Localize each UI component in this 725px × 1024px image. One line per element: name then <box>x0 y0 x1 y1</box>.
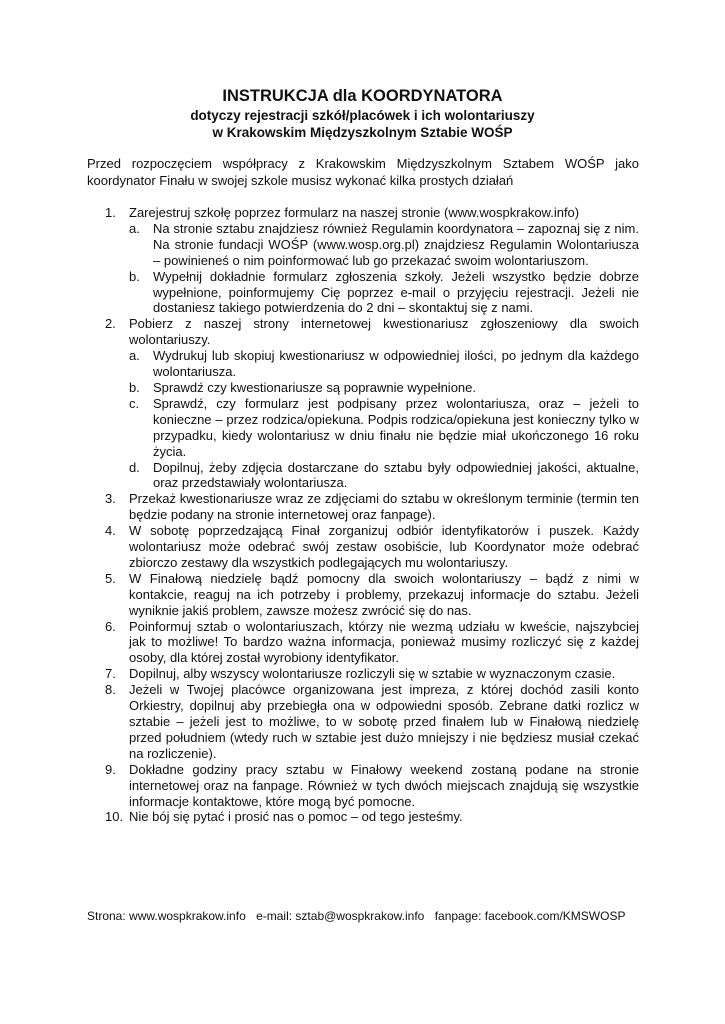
item-number: 4. <box>105 523 116 539</box>
item-text: Dokładne godziny pracy sztabu w Finałowy weekend zostaną podane na stronie internetowej oraz na fanpage. Również w tych dwóch miejscach znajdują się wszystkie informacje kontaktowe, które mogą być pomocne. <box>129 761 639 809</box>
sub-list <box>129 221 639 316</box>
sub-item-letter: b. <box>129 379 140 395</box>
sub-item <box>129 221 639 269</box>
instruction-item <box>87 666 639 682</box>
item-text: Zarejestruj szkołę poprzez formularz na naszej stronie (www.wospkrakow.info) <box>129 205 580 220</box>
footer-email: e-mail: sztab@wospkrakow.info <box>256 909 425 923</box>
document-subtitle-line2: w Krakowskim Międzyszkolnym Sztabie WOŚP <box>212 125 513 140</box>
instruction-item <box>87 205 639 316</box>
sub-item-letter: c. <box>129 395 140 411</box>
instruction-item <box>87 316 639 491</box>
instruction-item <box>87 762 639 810</box>
item-text: Pobierz z naszej strony internetowej kwestionariusz zgłoszeniowy dla swoich wolontariuszy. <box>129 316 639 348</box>
instruction-item <box>87 619 639 667</box>
item-number: 9. <box>105 761 116 777</box>
item-number: 7. <box>105 666 116 682</box>
instruction-item <box>87 523 639 571</box>
item-number: 8. <box>105 682 116 698</box>
sub-item-letter: a. <box>129 220 140 236</box>
sub-item-letter: d. <box>129 459 140 475</box>
item-text: Dopilnuj, alby wszyscy wolontariusze rozliczyli się w sztabie w wyznaczonym czasie. <box>129 666 616 682</box>
item-number: 1. <box>105 205 116 220</box>
sub-item <box>129 348 639 380</box>
instruction-item <box>87 491 639 523</box>
instruction-item <box>87 571 639 619</box>
footer-website: Strona: www.wospkrakow.info <box>87 909 246 923</box>
document-subtitle-line1: dotyczy rejestracji szkół/placówek i ich wolontariuszy <box>190 108 535 123</box>
item-text: W sobotę poprzedzającą Finał zorganizuj odbiór identyfikatorów i puszek. Każdy wolontariusz może odebrać swój zestaw osobiście, lub Koordynator może odebrać zbiorczo zestawy dla wszystkich podlegających mu wolontariuszy. <box>129 523 639 570</box>
sub-item-text: Dopilnuj, żeby zdjęcia dostarczane do sztabu były odpowiedniej jakości, aktualne, oraz przedstawiały wolontariusza. <box>153 459 639 491</box>
sub-item <box>129 380 639 396</box>
item-number: 5. <box>105 570 116 586</box>
sub-item-text: Wydrukuj lub skopiuj kwestionariusz w odpowiedniej ilości, po jednym dla każdego wolontariusza. <box>153 348 639 380</box>
item-text: W Finałową niedzielę bądź pomocny dla swoich wolontariuszy – bądź z nimi w kontakcie, reaguj na ich potrzeby i problemy, przekazuj informacje do sztabu. Jeżeli wyniknie jakiś problem, zawsze możesz zwrócić się do nas. <box>129 570 639 618</box>
footer-fanpage: fanpage: facebook.com/KMSWOSP <box>434 909 626 923</box>
sub-item-letter: a. <box>129 348 140 364</box>
item-text: Nie bój się pytać i prosić nas o pomoc – od tego jesteśmy. <box>129 809 463 825</box>
sub-item-text: Sprawdź czy kwestionariusze są poprawnie wypełnione. <box>153 379 476 395</box>
sub-item <box>129 269 639 317</box>
sub-item <box>129 396 639 460</box>
sub-item-letter: b. <box>129 268 140 284</box>
sub-item <box>129 460 639 492</box>
item-text: Przekaż kwestionariusze wraz ze zdjęciami do sztabu w określonym terminie (termin ten będzie podany na stronie internetowej oraz fanpage). <box>129 491 639 523</box>
sub-item-text: Sprawdź, czy formularz jest podpisany przez wolontariusza, oraz – jeżeli to konieczne – przez rodzica/opiekuna. Podpis rodzica/opiekuna jest konieczny tylko w przypadku, kiedy wolontariusz w dniu finału nie będzie miał ukończonego 16 roku życia. <box>153 395 639 459</box>
item-text: Jeżeli w Twojej placówce organizowana jest impreza, z której dochód zasili konto Orkiestry, dopilnuj aby przebiegła ona w odpowiedni sposób. Zebrane datki rozlicz w sztabie – jeżeli jest to możliwe, to w sobotę przed finałem lub w Finałową niedzielę przed południem (wtedy ruch w sztabie jest dużo mniejszy i nie będziesz musiał czekać na rozliczenie). <box>129 682 639 761</box>
instruction-item <box>87 682 639 762</box>
item-number: 10. <box>105 809 124 825</box>
item-number: 3. <box>105 491 116 507</box>
item-number: 6. <box>105 618 116 634</box>
sub-item-text: Na stronie sztabu znajdziesz również Regulamin koordynatora – zapoznaj się z nim. Na stronie fundacji WOŚP (www.wosp.org.pl) znajdziesz Regulamin Wolontariusza – powinieneś o nim poinformować lub go przekazać swoim wolontariuszom. <box>153 220 639 268</box>
item-text: Poinformuj sztab o wolontariuszach, którzy nie wezmą udziału w kweście, najszybciej jak to możliwe! To bardzo ważna informacja, ponieważ musimy rozliczyć się z każdej osoby, dla której został wyrobiony identyfikator. <box>129 618 639 666</box>
sub-list <box>129 348 639 491</box>
document-title: INSTRUKCJA dla KOORDYNATORA <box>222 87 503 105</box>
item-number: 2. <box>105 316 116 332</box>
instruction-list <box>87 205 639 825</box>
intro-paragraph: Przed rozpoczęciem współpracy z Krakowskim Międzyszkolnym Sztabem WOŚP jako koordynator Finału w swojej szkole musisz wykonać kilka prostych działań <box>87 156 639 188</box>
sub-item-text: Wypełnij dokładnie formularz zgłoszenia szkoły. Jeżeli wszystko będzie dobrze wypełnione, poinformujemy Cię poprzez e-mail o przyjęciu rejestracji. Jeżeli nie dostaniesz takiego potwierdzenia do 2 dni – skontaktuj się z nami. <box>153 268 639 316</box>
page-footer <box>87 909 632 923</box>
instruction-item <box>87 809 639 825</box>
